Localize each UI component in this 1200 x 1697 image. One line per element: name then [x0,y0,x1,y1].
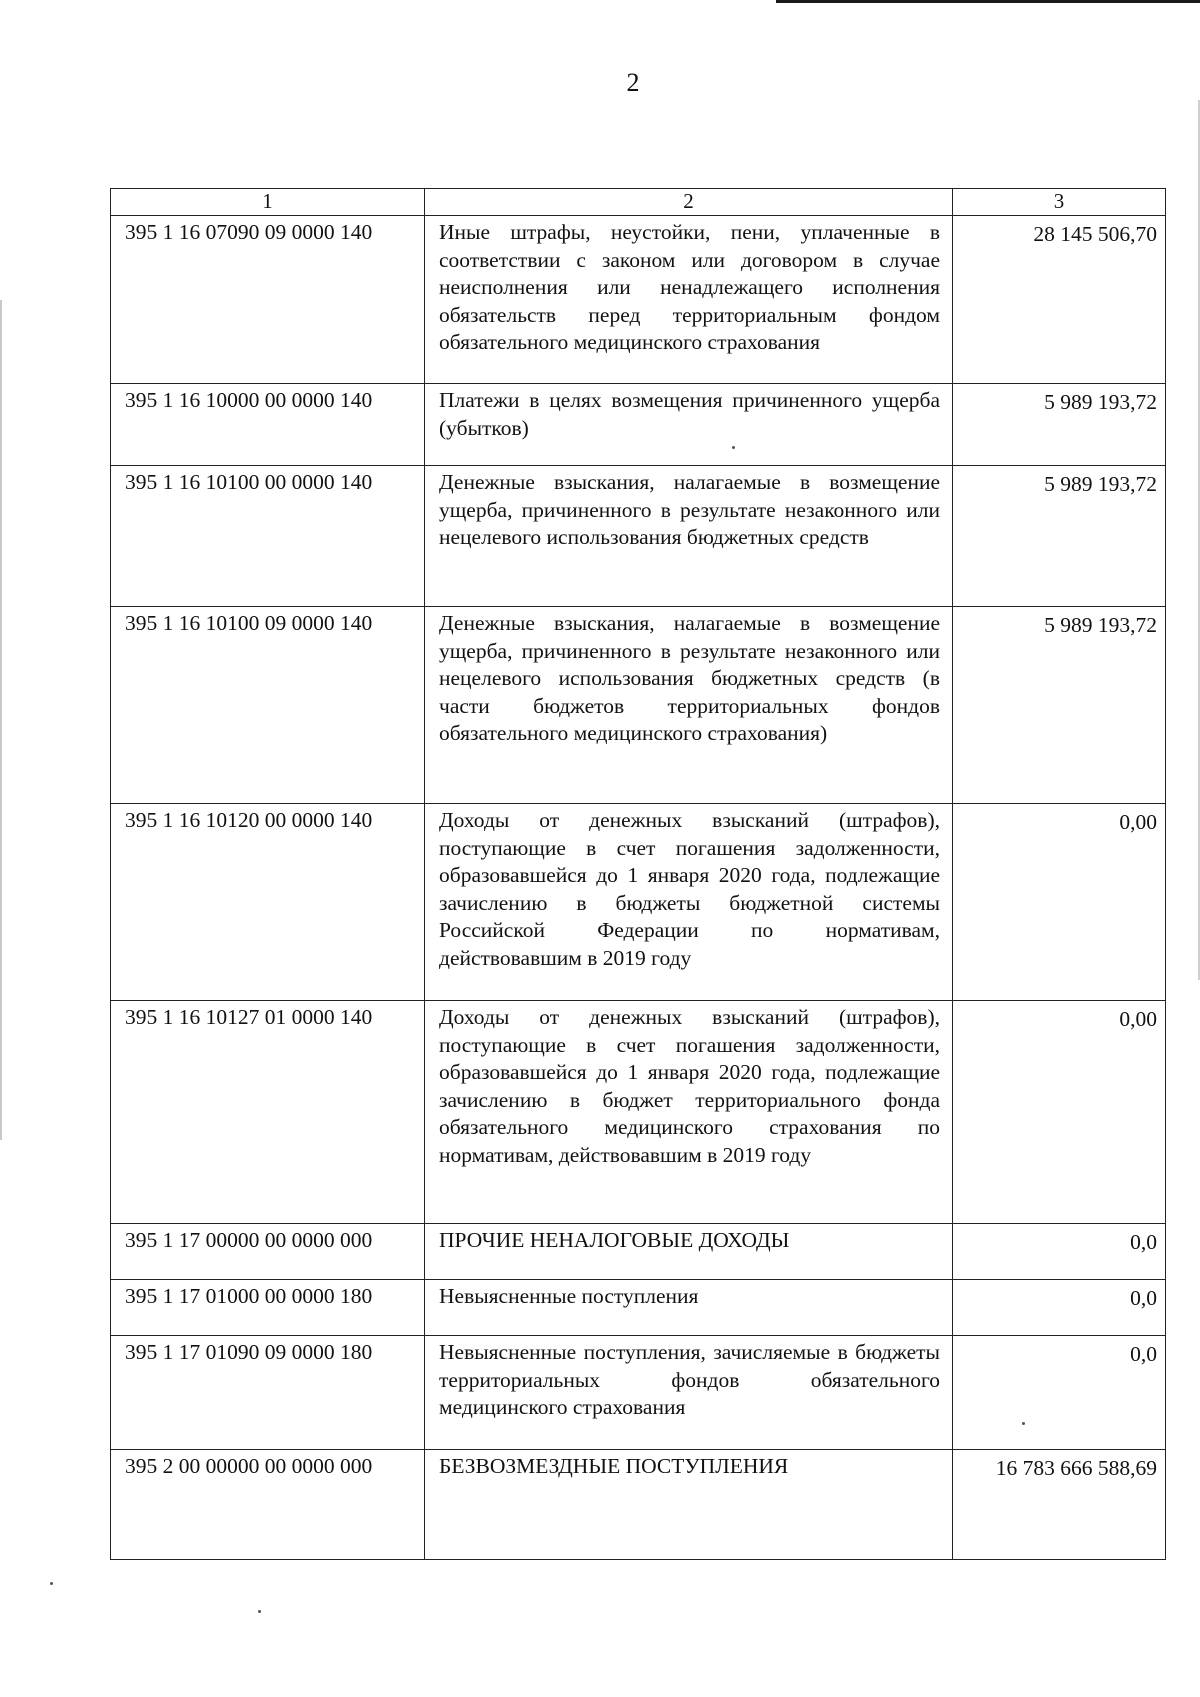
page-number: 2 [626,68,640,97]
row-amount: 16 783 666 588,69 [953,1450,1166,1560]
scan-speck [258,1610,261,1613]
row-name: БЕЗВОЗМЕЗДНЫЕ ПОСТУПЛЕНИЯ [425,1450,953,1560]
row-name: Доходы от денежных взысканий (штрафов), поступающие в счет погашения задолженности, образовавшейся до 1 января 2020 года, подлежащие зачислению в бюджеты бюджетной системы Российской Федерации по нормативам, действовавшим в 2019 году [425,804,953,1001]
row-amount: 0,00 [953,1001,1166,1224]
scan-speck [1022,1422,1025,1425]
row-code: 395 1 17 00000 00 0000 000 [111,1224,425,1280]
row-code: 395 1 16 10100 00 0000 140 [111,466,425,607]
row-code: 395 1 16 10100 09 0000 140 [111,607,425,804]
table-row [111,607,1166,804]
table-row [111,804,1166,1001]
row-code: 395 1 16 10000 00 0000 140 [111,384,425,466]
column-header-amount: 3 [953,189,1166,216]
table-row [111,216,1166,384]
table-row [111,384,1166,466]
table-row [111,1450,1166,1560]
row-code: 395 1 16 10127 01 0000 140 [111,1001,425,1224]
table-row [111,1336,1166,1450]
table-header-row [111,189,1166,216]
row-name: ПРОЧИЕ НЕНАЛОГОВЫЕ ДОХОДЫ [425,1224,953,1280]
table-row [111,466,1166,607]
row-code: 395 1 17 01090 09 0000 180 [111,1336,425,1450]
scan-speck [732,446,735,449]
row-amount: 0,0 [953,1280,1166,1336]
revenue-table [110,188,1166,1560]
row-code: 395 1 17 01000 00 0000 180 [111,1280,425,1336]
table-row [111,1224,1166,1280]
row-amount: 5 989 193,72 [953,607,1166,804]
scan-edge-top [776,0,1200,3]
column-header-name: 2 [425,189,953,216]
scan-edge-left [0,300,2,1140]
row-amount: 5 989 193,72 [953,466,1166,607]
row-name: Денежные взыскания, налагаемые в возмещение ущерба, причиненного в результате незаконного или нецелевого использования бюджетных средств (в части бюджетов территориальных фондов обязательного медицинского страхования) [425,607,953,804]
row-amount: 0,0 [953,1224,1166,1280]
scan-speck [50,1582,53,1585]
row-name: Невыясненные поступления [425,1280,953,1336]
row-amount: 0,0 [953,1336,1166,1450]
row-amount: 0,00 [953,804,1166,1001]
table-row [111,1280,1166,1336]
row-name: Платежи в целях возмещения причиненного ущерба (убытков) [425,384,953,466]
row-amount: 28 145 506,70 [953,216,1166,384]
row-name: Доходы от денежных взысканий (штрафов), поступающие в счет погашения задолженности, образовавшейся до 1 января 2020 года, подлежащие зачислению в бюджет территориального фонда обязательного медицинского страхования по нормативам, действовавшим в 2019 году [425,1001,953,1224]
row-name: Денежные взыскания, налагаемые в возмещение ущерба, причиненного в результате незаконного или нецелевого использования бюджетных средств [425,466,953,607]
row-name: Невыясненные поступления, зачисляемые в бюджеты территориальных фондов обязательного медицинского страхования [425,1336,953,1450]
column-header-code: 1 [111,189,425,216]
row-name: Иные штрафы, неустойки, пени, уплаченные в соответствии с законом или договором в случае неисполнения или ненадлежащего исполнения обязательств перед территориальным фондом обязательного медицинского страхования [425,216,953,384]
row-code: 395 1 16 07090 09 0000 140 [111,216,425,384]
row-code: 395 1 16 10120 00 0000 140 [111,804,425,1001]
row-amount: 5 989 193,72 [953,384,1166,466]
table-row [111,1001,1166,1224]
row-code: 395 2 00 00000 00 0000 000 [111,1450,425,1560]
